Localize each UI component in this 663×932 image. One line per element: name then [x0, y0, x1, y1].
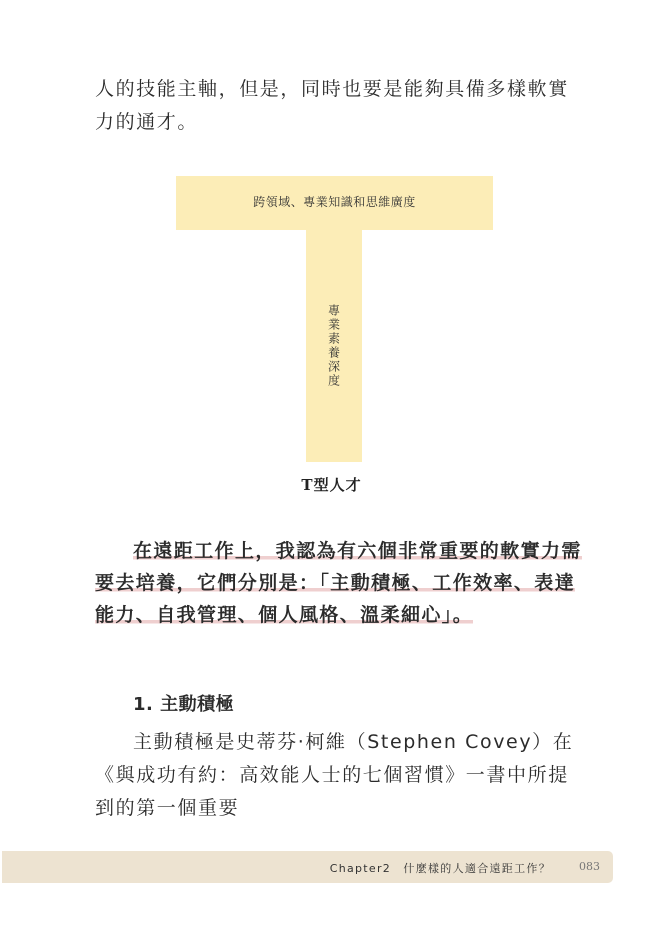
intro-paragraph: 人的技能主軸，但是，同時也要是能夠具備多樣軟實力的通才。: [95, 78, 569, 133]
footer-bar: [2, 851, 613, 883]
footer-chapter-title: Chapter2 什麼樣的人適合遠距工作？: [329, 862, 551, 875]
t-bar-label: 跨領域、專業知識和思維廣度: [253, 195, 416, 209]
t-diagram-bar: [176, 176, 493, 230]
highlight-paragraph: [95, 535, 585, 631]
t-stem-label: 專業素養深度: [326, 304, 341, 388]
section-heading: 1. 主動積極: [133, 694, 235, 715]
section-body-text: 主動積極是史蒂芬·柯維（Stephen Covey）在《與成功有約：高效能人士的七個習慣》一書中所提到的第一個重要: [95, 731, 574, 819]
highlight-text: 在遠距工作上，我認為有六個非常重要的軟實力需要去培養，它們分別是：「主動積極、工作效率、表達能力、自我管理、個人風格、溫柔細心」。: [95, 540, 582, 626]
page-number: 083: [579, 860, 600, 873]
section-body-paragraph: [95, 726, 585, 825]
t-diagram-stem: [306, 230, 362, 462]
figure-caption: T型人才: [301, 476, 362, 494]
